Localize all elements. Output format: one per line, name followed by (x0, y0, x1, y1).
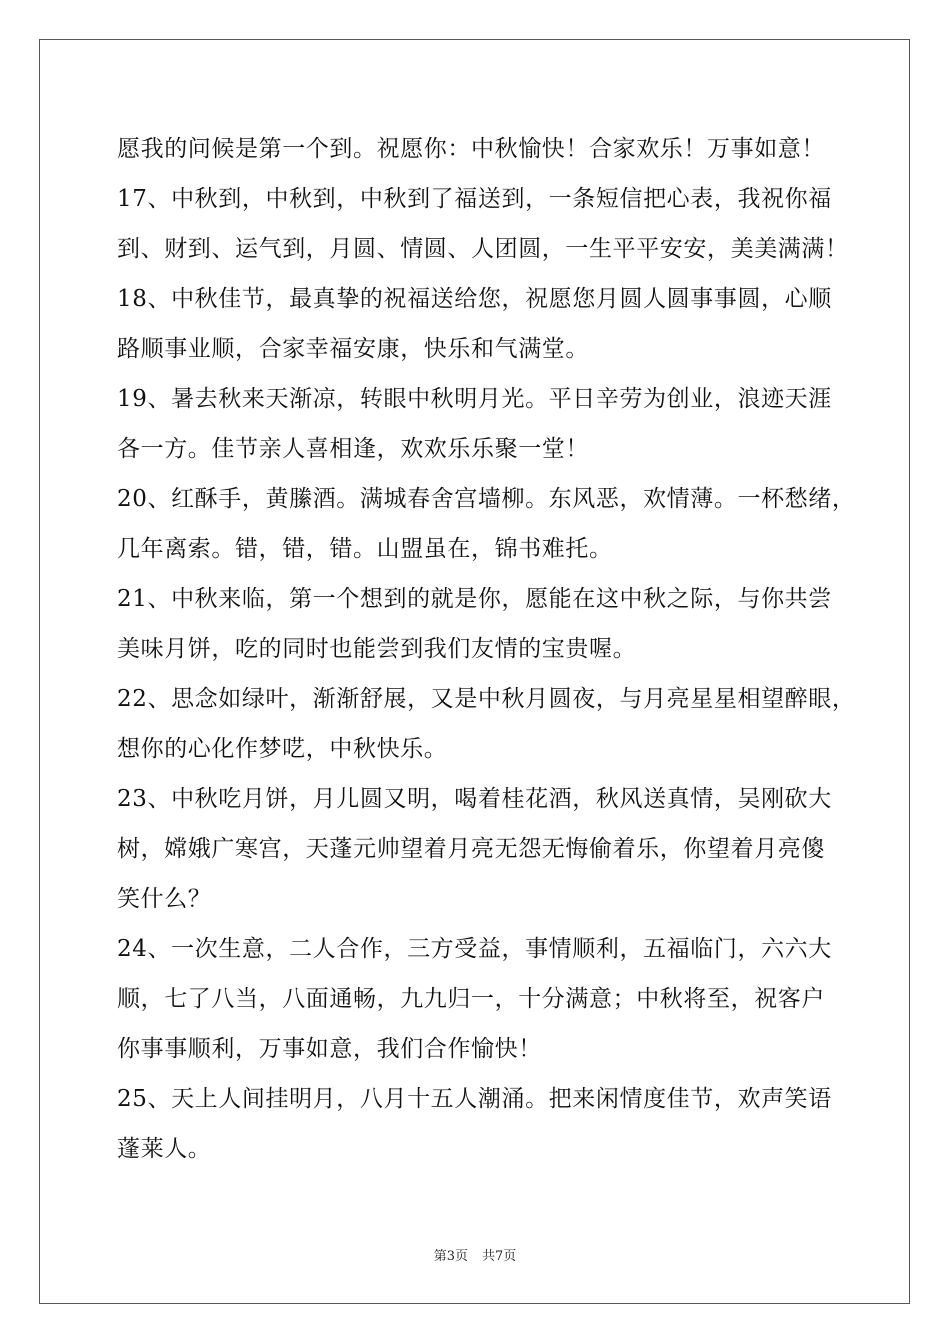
text-line: 23、中秋吃月饼，月儿圆又明，喝着桂花酒，秋风送真情，吴刚砍大 (117, 786, 832, 812)
page-total: 共7页 (482, 1249, 517, 1264)
text-line: 21、中秋来临，第一个想到的就是你，愿能在这中秋之际，与你共尝 (117, 586, 832, 612)
text-line: 24、一次生意，二人合作，三方受益，事情顺利，五福临门，六六大 (117, 936, 832, 962)
text-line: 几年离索。错，错，错。山盟虽在，锦书难托。 (117, 536, 613, 562)
text-line: 19、暑去秋来天渐凉，转眼中秋明月光。平日辛劳为创业，浪迹天涯 (117, 386, 832, 412)
text-line: 18、中秋佳节，最真挚的祝福送给您，祝愿您月圆人圆事事圆，心顺 (117, 286, 832, 312)
text-line: 树，嫦娥广寒宫，天蓬元帅望着月亮无怨无悔偷着乐，你望着月亮傻 (117, 836, 825, 862)
text-line: 愿我的问候是第一个到。祝愿你：中秋愉快！合家欢乐！万事如意！ (117, 136, 825, 162)
page-footer (0, 1249, 950, 1265)
text-line: 顺，七了八当，八面通畅，九九归一，十分满意；中秋将至，祝客户 (117, 986, 825, 1012)
text-line: 路顺事业顺，合家幸福安康，快乐和气满堂。 (117, 336, 589, 362)
text-line: 你事事顺利，万事如意，我们合作愉快！ (117, 1036, 542, 1062)
text-line: 蓬莱人。 (117, 1136, 212, 1162)
text-line: 想你的心化作梦呓，中秋快乐。 (117, 736, 448, 762)
text-line: 20、红酥手，黄縢酒。满城春舍宫墙柳。东风恶，欢情薄。一杯愁绪， (117, 486, 856, 512)
text-line: 25、天上人间挂明月，八月十五人潮涌。把来闲情度佳节，欢声笑语 (117, 1086, 832, 1112)
text-line: 22、思念如绿叶，渐渐舒展，又是中秋月圆夜，与月亮星星相望醉眼， (117, 686, 856, 712)
document-body (117, 124, 856, 1174)
text-line: 到、财到、运气到，月圆、情圆、人团圆，一生平平安安，美美满满！ (117, 236, 849, 262)
text-line: 各一方。佳节亲人喜相逢，欢欢乐乐聚一堂！ (117, 436, 589, 462)
text-line: 笑什么？ (117, 886, 212, 912)
page-number: 第3页 (433, 1249, 468, 1264)
text-line: 美味月饼，吃的同时也能尝到我们友情的宝贵喔。 (117, 636, 637, 662)
text-line: 17、中秋到，中秋到，中秋到了福送到，一条短信把心表，我祝你福 (117, 186, 832, 212)
